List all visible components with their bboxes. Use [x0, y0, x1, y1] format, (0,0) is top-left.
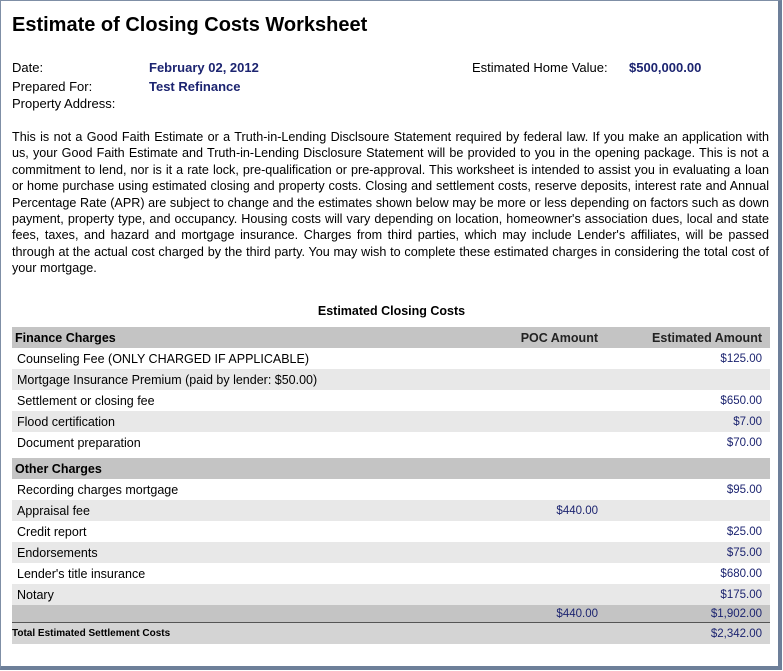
other-header-row	[12, 458, 770, 479]
table-row	[12, 521, 770, 542]
row-poc	[442, 563, 604, 584]
subtotal-poc: $440.00	[442, 605, 604, 623]
row-label: Notary	[12, 584, 442, 605]
row-label: Counseling Fee (ONLY CHARGED IF APPLICABLE)	[17, 351, 310, 366]
total-label: Total Estimated Settlement Costs	[12, 623, 442, 645]
row-estimate: $175.00	[604, 584, 770, 605]
row-poc	[442, 432, 604, 453]
row-poc	[442, 390, 604, 411]
finance-header-row	[12, 327, 770, 348]
table-row	[12, 542, 770, 563]
row-poc	[442, 542, 604, 563]
row-label: Appraisal fee	[12, 500, 442, 521]
row-estimate: $95.00	[726, 483, 762, 496]
prepared-for-label: Prepared For:	[12, 79, 93, 94]
finance-heading: Finance Charges	[12, 327, 442, 348]
home-value-label: Estimated Home Value:	[472, 60, 608, 75]
table-row	[12, 411, 770, 432]
row-estimate: $650.00	[720, 394, 762, 407]
row-label: Endorsements	[12, 542, 442, 563]
row-label: Recording charges mortgage	[17, 482, 179, 497]
row-estimate: $125.00	[720, 352, 762, 365]
subtotal-row	[12, 605, 770, 623]
table-row	[12, 584, 770, 605]
row-poc: $440.00	[442, 500, 604, 521]
section-title: Estimated Closing Costs	[317, 304, 466, 318]
home-value: $500,000.00	[629, 60, 702, 75]
date-label: Date:	[12, 60, 44, 75]
page-title: Estimate of Closing Costs Worksheet	[12, 14, 368, 36]
row-poc	[442, 411, 604, 432]
other-heading: Other Charges	[12, 458, 442, 479]
table-row	[12, 563, 770, 584]
subtotal-estimate: $1,902.00	[604, 605, 770, 623]
disclaimer-paragraph: This is not a Good Faith Estimate or a Truth-in-Lending Disclsoure Statement required by federal law. If you make an application with us, your Good Faith Estimate and Truth-in-Lending Disclosure Statement will be provided to you in the opening package. This is not a commitment to lend, nor is it a rate lock, pre-qualification or pre-approval. This worksheet is intended to assist you in evaluating a loan or home purchase using estimated closing and property costs. Closing and settlement costs, reserve deposits, interest rate and Annual Percentage Rate (APR) are subject to change and the estimates shown below may be more or less depending on factors such as down payment, property type, and occupancy. Housing costs will vary depending on location, homeowner's association dues, local and state fees, taxes, and hazard and mortgage insurance. Charges from third parties, which may include Lender's affiliates, will be passed through at the actual cost charged by the third party. You may wish to complete these estimated charges in considering the total cost of your mortgage.	[12, 130, 769, 276]
total-row	[12, 623, 770, 645]
row-estimate: $25.00	[726, 525, 762, 538]
row-poc	[442, 584, 604, 605]
row-estimate: $7.00	[604, 411, 770, 432]
row-label: Lender's title insurance	[17, 566, 146, 581]
table-row	[12, 348, 770, 369]
row-estimate	[604, 500, 770, 521]
prepared-for-value: Test Refinance	[149, 79, 241, 94]
row-poc	[442, 369, 604, 390]
row-label: Credit report	[17, 524, 87, 539]
closing-costs-table	[12, 327, 770, 644]
row-estimate: $75.00	[604, 542, 770, 563]
row-label: Document preparation	[17, 435, 141, 450]
row-label: Mortgage Insurance Premium (paid by lender: $50.00)	[12, 369, 442, 390]
row-estimate: $680.00	[720, 567, 762, 580]
row-estimate: $70.00	[726, 436, 762, 449]
row-label: Settlement or closing fee	[17, 393, 155, 408]
table-row	[12, 369, 770, 390]
table-row	[12, 432, 770, 453]
row-poc	[442, 479, 604, 500]
property-address-label: Property Address:	[12, 96, 116, 111]
row-label: Flood certification	[12, 411, 442, 432]
total-estimate: $2,342.00	[604, 623, 770, 645]
estimated-column-header: Estimated Amount	[604, 327, 770, 348]
date-value: February 02, 2012	[149, 60, 259, 75]
poc-column-header: POC Amount	[442, 327, 604, 348]
row-poc	[442, 348, 604, 369]
row-poc	[442, 521, 604, 542]
table-row	[12, 390, 770, 411]
table-row	[12, 479, 770, 500]
row-estimate	[604, 369, 770, 390]
table-row	[12, 500, 770, 521]
